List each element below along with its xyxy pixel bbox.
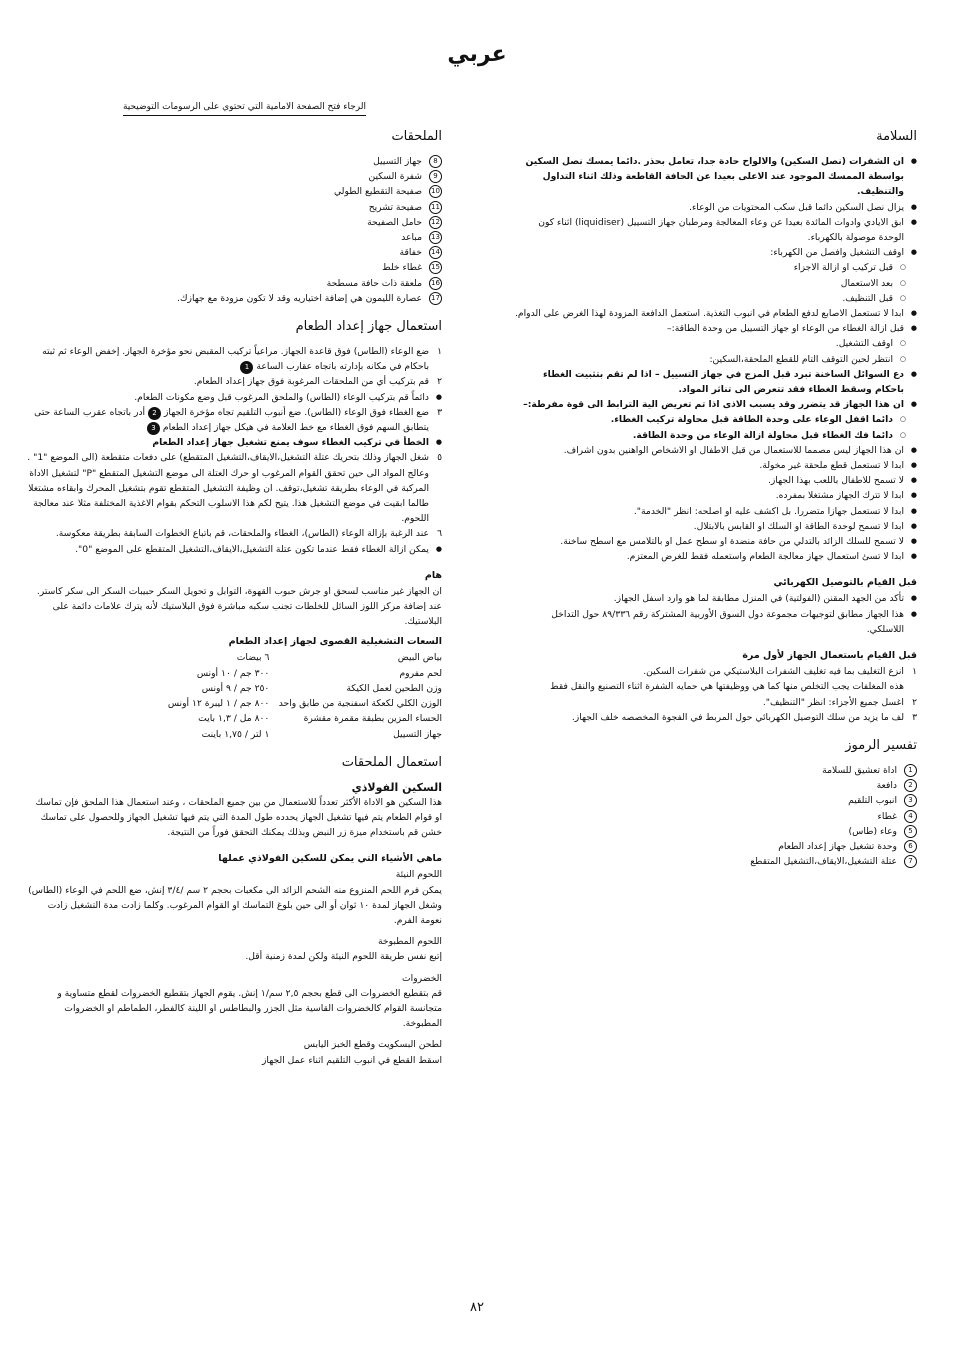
knife-heading: السكين الفولاذي — [351, 780, 442, 794]
number-circle-icon: 3 — [904, 794, 917, 807]
safety-bullet: ● ابدا لا تسئ استعمال جهاز معالجة الطعام واستعمله فقط للغرض المعتزم. — [512, 549, 917, 564]
step-text: لف ما يزيد من سلك التوصيل الكهربائي حول المربط في الفجوة المخصصه خلف الجهاز. — [571, 711, 904, 723]
list-item-label: انبوب التلقيم — [848, 795, 897, 807]
veg-text: قم بتقطيع الخضروات الى قطع بحجم ٢,٥ سم/١ إنش. يقوم الجهاز بتقطيع الخضروات لقطع متساوية و متجانسة القوام كالخضروات القاسية مثل الجزر والبطاطس او اللينة كالفطر، الطماطم او الخضروات المطبوخة. — [57, 987, 442, 1030]
list-item — [27, 154, 442, 169]
safety-sub-bullet: ○ قبل التنظيف. — [512, 291, 917, 306]
what-heading: ماهي الأشياء التي يمكن للسكين الفولاذي عملها — [218, 853, 442, 865]
safety-bullet: ● ابدا لا تستعمل الاصابع لدفع الطعام في انبوب التغذية. استعمل الدافعة المزودة لهذا الغرض على الدوام. — [512, 306, 917, 321]
using-accessories-section — [27, 754, 442, 1068]
list-item — [27, 184, 442, 199]
number-circle-icon: 17 — [429, 292, 442, 305]
list-item-label: صفيحة تشريح — [368, 201, 422, 213]
veg-title: الخضروات — [402, 972, 442, 984]
number-circle-icon: 2 — [904, 779, 917, 792]
table-row — [162, 681, 442, 696]
step-text: قم بتركيب أي من الملحقات المرغوبة فوق جهاز إعداد الطعام. — [193, 376, 429, 388]
step-number: ٦ — [437, 528, 442, 540]
table-row — [162, 666, 442, 681]
list-item-label: عتلة التشغيل،الايقاف،التشغيل المتقطع — [750, 856, 897, 868]
left-column — [27, 128, 442, 1080]
capacity-item: الوزن الكلي لكعكة اسفنجية من طابق واحد — [278, 698, 442, 710]
safety-bullet: ● لا تسمح للسلك الزائد بالتدلي من حافة منضدة او سطح عمل او بالتلامس مع اسطح ساخنة. — [512, 534, 917, 549]
list-item-label: خفاقة — [399, 247, 422, 259]
figure-ref-icon: 1 — [240, 361, 253, 374]
number-circle-icon: 7 — [904, 855, 917, 868]
first-use-section — [512, 649, 917, 725]
number-circle-icon: 12 — [429, 216, 442, 229]
step-number: ٢ — [437, 376, 442, 388]
list-item-label: ملعقة ذات حافة مسطحة — [326, 277, 422, 289]
list-item — [512, 763, 917, 778]
first-use-note — [512, 679, 917, 694]
step-text: اغسل جميع الأجزاء: انظر "التنظيف". — [762, 696, 904, 708]
number-circle-icon: 10 — [429, 185, 442, 198]
list-item — [27, 276, 442, 291]
processor-bullet: ● يمكن ازالة الغطاء فقط عندما تكون عتلة التشغيل،الايقاف،التشغيل المتقطع على الموضع "0". — [27, 542, 442, 557]
number-circle-icon: 16 — [429, 277, 442, 290]
safety-bullet: ● ان الشفرات (نصل السكين) والالواح حادة جدا، تعامل بحذر .دائما يمسك نصل السكين بواسطة الممسك الموجود عند الاعلى بعيدا عن الحافة القاطعة وذلك اثناء التداول والتنظيف. — [512, 154, 917, 200]
list-item-label: عصارة الليمون هي إضافة اختياريه وقد لا تكون مزودة مع جهازك. — [177, 292, 422, 304]
capacity-value: ٦ بيضات — [236, 652, 270, 664]
accessories-heading: الملحقات — [391, 129, 442, 144]
list-item — [512, 839, 917, 854]
figure-ref-icon: 2 — [148, 407, 161, 420]
important-text: ان الجهاز غير مناسب لسحق او جرش حبوب القهوة، التوابل و تحويل السكر حبيبات السكر الى سكر كاستر. — [36, 585, 442, 597]
step-number: ٢ — [912, 696, 917, 708]
using-processor-section — [27, 318, 442, 557]
number-circle-icon: 14 — [429, 246, 442, 259]
number-circle-icon: 15 — [429, 261, 442, 274]
number-circle-icon: 11 — [429, 201, 442, 214]
using-accessories-heading: استعمال الملحقات — [341, 754, 442, 770]
safety-bullet: ● ابدا لا تستعمل جهازا متضررا. بل اكشف عليه او اصلحه: انظر "الخدمة". — [512, 504, 917, 519]
raw-title: اللحوم النيئة — [395, 869, 442, 881]
list-item — [27, 230, 442, 245]
biscuit-text: اسقط القطع في انبوب التلقيم اثناء عمل الجهاز — [261, 1054, 442, 1066]
list-item-label: مباعد — [401, 232, 422, 244]
cooked-title: اللحوم المطبوخة — [377, 936, 442, 948]
processor-bullet: ● دائماً قم بتركيب الوعاء (الطاس) والملحق المرغوب قبل وضع مكونات الطعام. — [27, 390, 442, 405]
safety-bullet: ● ابدا لا تستعمل قطع ملحقة غير مخولة. — [512, 458, 917, 473]
list-item — [27, 291, 442, 306]
safety-bullet: ● دع السوائل الساخنة تبرد قبل المزج في جهاز التسييل – اذا لم تقم بتثبيت الغطاء باحكام وسقط الغطاء فقد تتعرض الى تناثر المواد. — [512, 367, 917, 397]
list-item-label: جهاز التسييل — [373, 156, 422, 167]
capacities-heading: السعات التشغيلية القصوى لجهاز إعداد الطعام — [228, 636, 442, 648]
safety-sub-bullet: ○ انتظر لحين التوقف التام للقطع الملحقة،السكين: — [512, 352, 917, 367]
safety-section — [512, 128, 917, 564]
list-item-label: وحدة تشغيل جهاز إعداد الطعام — [778, 840, 897, 852]
electrical-bullet: ● هذا الجهاز مطابق لتوجيهات مجموعة دول السوق الأوربية المشتركة رقم ٨٩/٣٣٦ حول التداخل اللاسلكي. — [512, 607, 917, 637]
capacity-item: جهاز التسييل — [393, 728, 442, 740]
electrical-heading: قبل القيام بالتوصيل الكهربائي — [773, 577, 917, 589]
table-row — [162, 727, 442, 742]
capacity-value: ٢٥٠ جم / ٩ أونس — [201, 682, 270, 694]
number-circle-icon: 4 — [904, 810, 917, 823]
step-text: عند الرغبة بإزالة الوعاء (الطاس)، الغطاء والملحقات، قم باتباع الخطوات السابقة بطريقة معكوسة. — [55, 528, 429, 540]
number-circle-icon: 6 — [904, 840, 917, 853]
list-item-label: شفرة السكين — [368, 171, 422, 183]
number-circle-icon: 5 — [904, 825, 917, 838]
capacities-section — [27, 635, 442, 741]
step-number: ٥ — [437, 452, 442, 464]
first-use-step — [512, 695, 917, 710]
safety-bullet: ● لا تسمح للاطفال باللعب بهذا الجهاز. — [512, 473, 917, 488]
processor-step — [27, 405, 442, 435]
list-item — [512, 809, 917, 824]
capacity-item: بياض البيض — [397, 652, 442, 664]
step-text: ضع الغطاء فوق الوعاء (الطاس). ضع أنبوب التلقيم تجاه مؤخرة الجهاز — [163, 406, 429, 418]
capacity-item: وزن الطحين لعمل الكيكة — [346, 682, 442, 694]
safety-sub-bullet: ○ دائما فك الغطاء قبل محاولة ازالة الوعاء من وحدة الطاقة. — [512, 428, 917, 443]
figure-ref-icon: 3 — [147, 422, 160, 435]
capacity-value: ٣٠٠ جم / ١٠ أونس — [196, 667, 270, 679]
processor-step — [27, 344, 442, 374]
important-heading: هام — [424, 569, 442, 581]
number-circle-icon: 1 — [904, 764, 917, 777]
processor-bullet: ● الخطأ في تركيب الغطاء سوف يمنع تشغيل جهاز إعداد الطعام — [27, 435, 442, 450]
accessories-section — [27, 128, 442, 306]
safety-bullet: ● ابق الايادي وادوات المائدة بعيدا عن وعاء المعالجة ومرطبان جهاز التسييل (liquidiser) اثناء كون الوحدة موصولة بالكهرباء. — [512, 215, 917, 245]
page-number: ٨٢ — [470, 1300, 484, 1315]
list-item — [27, 169, 442, 184]
important-section — [27, 569, 442, 630]
table-row — [162, 696, 442, 711]
step-text: انزع التغليف بما فيه تغليف الشفرات البلاستيكي من شفرات السكين. — [643, 666, 904, 678]
using-processor-heading: استعمال جهاز إعداد الطعام — [295, 319, 442, 335]
number-circle-icon: 13 — [429, 231, 442, 244]
list-item — [512, 824, 917, 839]
accessories-list — [27, 154, 442, 306]
list-item — [512, 778, 917, 793]
safety-bullet: ● قبل ازالة الغطاء من الوعاء او جهاز التسييل من وحدة الطاقة:– — [512, 321, 917, 336]
right-column — [512, 128, 917, 881]
first-use-step — [512, 664, 917, 679]
top-note: الرجاء فتح الصفحة الامامية التي تحتوي على الرسومات التوضيحية — [123, 102, 366, 116]
list-item — [27, 245, 442, 260]
table-row — [162, 650, 442, 665]
list-item — [27, 260, 442, 275]
important-text: عند إضافة مركز اللوز السائل للخلطات تجنب سكبه مباشرة فوق البلاستيك لأنه يترك علامات دائمة على البلاستيك. — [52, 601, 442, 628]
safety-bullet: ● يزال نصل السكين دائما قبل سكب المحتويات من الوعاء. — [512, 200, 917, 215]
list-item-label: اداة تعشيق للسلامة — [822, 764, 897, 776]
symbols-list — [512, 763, 917, 869]
knife-text: هذا السكين هو الاداة الأكثر تعدداً للاستعمال من بين جميع الملحقات ، وعند استعمال هذا الملحق فإن تماسك او قوام الطعام يتم فيها تشغيل الجهاز يحدده طول المدة التي يتم فيها تشغيل الجهاز وللحصول على تماسك خشن قم باستخدام ميزة زر النبض وبذلك يمكنك التحقق فوراً من النتيجة. — [35, 796, 442, 839]
list-item-label: وعاء (طاس) — [848, 825, 897, 837]
number-circle-icon: 9 — [429, 170, 442, 183]
safety-sub-bullet: ○ دائما اقفل الوعاء على وحدة الطاقة قبل محاولة تركيب الغطاء. — [512, 412, 917, 427]
symbols-section — [512, 737, 917, 869]
step-text: ضع الوعاء (الطاس) فوق قاعدة الجهاز. مراعياً تركيب المقبض نحو مؤخرة الجهاز. إخفض الوعاء ثم ثبته باحكام في مكانه بإدارته باتجاه عقارب الساعة — [42, 346, 429, 373]
page-title: عربي — [447, 42, 507, 67]
list-item-label: حامل الصفيحة — [367, 216, 422, 228]
processor-step — [27, 374, 442, 389]
step-number: ١ — [437, 346, 442, 358]
list-item-label: صفيحة التقطيع الطولي — [334, 186, 422, 198]
capacity-item: الحساء المزين بطبقة مقمرة مقشرة — [303, 713, 442, 725]
safety-bullet: ● ان هذا الجهاز ليس مصمما للاستعمال من قبل الاطفال او الاشخاص الواهنين بدون اشراف. — [512, 443, 917, 458]
safety-bullet: ● ابدا لا تسمح لوحدة الطاقة او السلك او القابس بالابتلال. — [512, 519, 917, 534]
safety-bullet: ● اوقف التشغيل وافصل من الكهرباء: — [512, 245, 917, 260]
list-item — [512, 854, 917, 869]
processor-step — [27, 450, 442, 526]
electrical-bullet: ● تأكد من الجهد المقنن (الفولتية) في المنزل مطابقة لما هو وارد اسفل الجهاز. — [512, 591, 917, 606]
list-item-label: غطاء — [877, 810, 897, 822]
safety-bullet: ● ان هذا الجهاز قد يتضرر وقد يسبب الاذى اذا تم تعريض الية الترابط الى قوة مفرطة:– — [512, 397, 917, 412]
capacity-value: ٨٠٠ مل / ١,٣ بايت — [198, 713, 270, 725]
raw-text: يمكن فرم اللحم المنزوع منه الشحم الزائد الى مكعبات بحجم ٢ سم /٣/٤ إنش، ضع اللحم في الوعاء (الطاس) وشغل الجهاز لمدة ١٠ ثوان أو الى حين بلوغ التماسك او القوام المرغوب. وكلما زادت مدة التشغيل زادت نعومة الفرم. — [28, 884, 442, 926]
list-item — [27, 215, 442, 230]
safety-heading: السلامة — [876, 129, 917, 144]
step-text: شغل الجهاز وذلك بتحريك عتلة التشغيل،الايقاف،التشغيل المتقطع) على دفعات متقطعة (الى الموضع "1" . وعالج المواد الى حين تحقق القوام المرغوب او حرك العتلة الى موضع التشغيل المتقطع "P" لتشغيل الاداة المركبة في الوعاء بطريقة تشغيل،توقف. ان وظيفة التشغيل المتقطع تقوم بتشغيل المحرك وابقاءه مشتغلا طالما ابقيت في موضع التشغيل هذا. يتيح لكم هذا الاسلوب التحكم بقوام الاغذية المختلفة مثلا عند معالجة اللحوم. — [27, 452, 429, 525]
step-number: ٣ — [912, 711, 917, 723]
step-number: ٣ — [437, 406, 442, 418]
safety-bullet: ● ابدا لا تترك الجهاز مشتغلا بمفرده. — [512, 488, 917, 503]
list-item — [27, 200, 442, 215]
cooked-text: إتبع نفس طريقة اللحوم النيئة ولكن لمدة زمنية أقل. — [245, 951, 442, 963]
number-circle-icon: 8 — [429, 155, 442, 168]
step-number: ١ — [912, 666, 917, 678]
step-text: أدر باتجاه عقرب الساعة حتى يتطابق السهم فوق الغطاء مع خط العلامة في هيكل جهاز إعداد الطعام — [34, 406, 429, 434]
capacity-value: ١ لتر / ١,٧٥ باينت — [201, 728, 270, 740]
table-row — [162, 711, 442, 726]
biscuit-title: لطحن البسكويت وقطع الخبز اليابس — [303, 1039, 442, 1051]
list-item-label: غطاء خلط — [382, 262, 422, 274]
capacity-value: ٨٠٠ جم / ١ ليبرة ١٢ أونس — [167, 698, 270, 710]
safety-sub-bullet: ○ بعد الاستعمال — [512, 276, 917, 291]
first-use-heading: قبل القيام باستعمال الجهاز لأول مرة — [742, 650, 917, 662]
list-item — [512, 793, 917, 808]
capacity-item: لحم مفروم — [399, 667, 442, 679]
electrical-section — [512, 576, 917, 637]
processor-step — [27, 526, 442, 541]
symbols-heading: تفسير الرموز — [845, 737, 917, 753]
capacities-table — [162, 650, 442, 741]
safety-sub-bullet: ○ اوقف التشغيل. — [512, 336, 917, 351]
first-use-step — [512, 710, 917, 725]
safety-sub-bullet: ○ قبل تركيب او ازالة الاجزاء — [512, 260, 917, 275]
list-item-label: دافعة — [876, 780, 897, 792]
step-note: هذه المغلفات يجب التخلص منها كما هي ووظيفتها هي حمايه الشفرة اثناء التصنيع والنقل فقط — [550, 681, 904, 693]
